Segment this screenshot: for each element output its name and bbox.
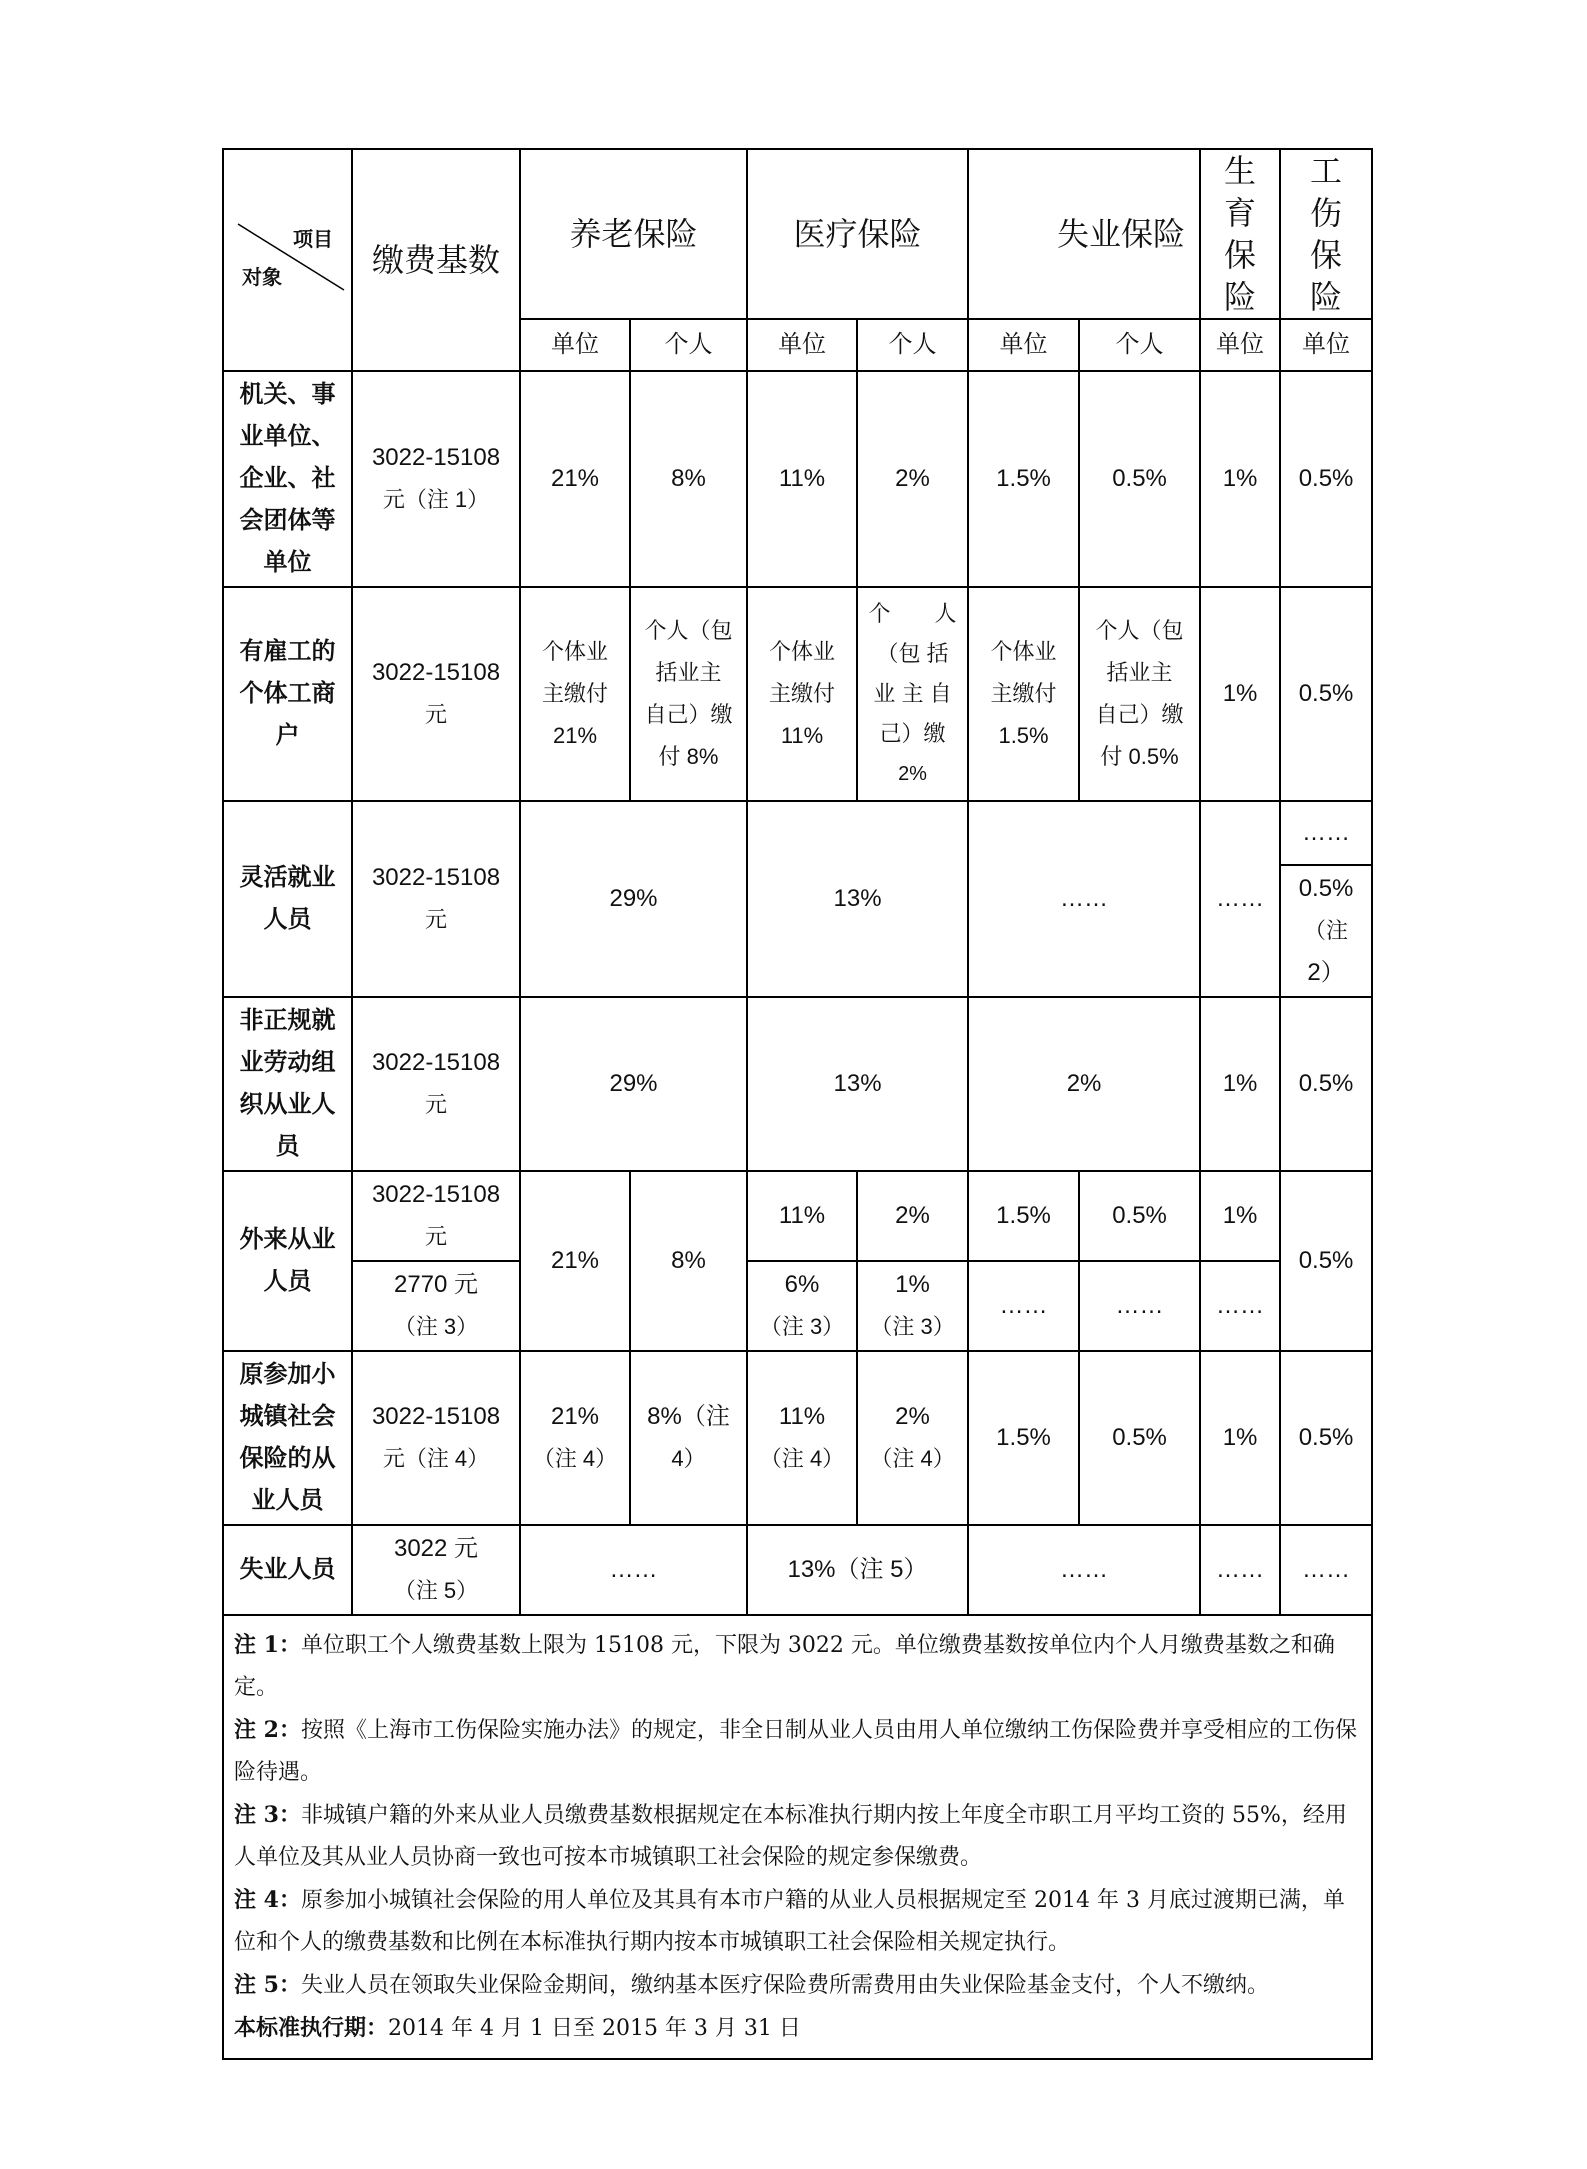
cell: 21% （注 4） <box>520 1351 630 1525</box>
base-cell: 3022-15108 元 <box>352 587 520 801</box>
cell: …… <box>1200 1261 1280 1351</box>
cell: 0.5% <box>1079 1351 1200 1525</box>
notes-row <box>223 1615 1372 2059</box>
cell: 2% （注 4） <box>857 1351 968 1525</box>
table-row <box>223 801 1372 865</box>
maternity-header: 生 育 保 险 <box>1200 149 1280 319</box>
notes-cell <box>223 1615 1372 2059</box>
execution-period: 本标准执行期：2014 年 4 月 1 日至 2015 年 3 月 31 日 <box>234 2015 801 2041</box>
cell: 0.5% <box>1280 587 1372 801</box>
cell: 6% （注 3） <box>747 1261 857 1351</box>
row-label: 原参加小 城镇社会 保险的从 业人员 <box>223 1351 352 1525</box>
base-cell: 3022-15108 元 <box>352 801 520 997</box>
row-label: 失业人员 <box>223 1525 352 1615</box>
cell: 21% <box>520 371 630 587</box>
medical-person-header: 个人 <box>857 319 968 371</box>
cell: 个体业 主缴付 21% <box>520 587 630 801</box>
corner-object-label: 对象 <box>242 267 282 289</box>
cell: …… <box>520 1525 747 1615</box>
cell: 21% <box>520 1171 630 1351</box>
cell: 0.5% <box>1280 997 1372 1171</box>
cell: 个人（包 括业主 自己）缴 付 8% <box>630 587 747 801</box>
cell: 个 人 （包 括 业 主 自 己）缴 2% <box>857 587 968 801</box>
note-4: 注 4：原参加小城镇社会保险的用人单位及其具有本市户籍的从业人员根据规定至 2014 年 3 月底过渡期已满，单位和个人的缴费基数和比例在本标准执行期内按本市城镇职工社会保险相关规定执行。 <box>234 1887 1345 1955</box>
medical-header: 医疗保险 <box>747 149 968 319</box>
table-row <box>223 587 1372 801</box>
cell: …… <box>968 1525 1200 1615</box>
base-cell: 3022-15108 元 <box>352 1171 520 1261</box>
unemployment-header: 失业保险 <box>968 149 1200 319</box>
base-cell: 3022-15108 元 <box>352 997 520 1171</box>
document <box>222 148 1373 2041</box>
cell: 1% <box>1200 371 1280 587</box>
cell: 0.5% <box>1079 371 1200 587</box>
cell: 0.5% <box>1280 1171 1372 1351</box>
cell: …… <box>1280 1525 1372 1615</box>
cell: 1.5% <box>968 1171 1079 1261</box>
row-label: 有雇工的 个体工商 户 <box>223 587 352 801</box>
cell: 11% <box>747 1171 857 1261</box>
table-row <box>223 997 1372 1171</box>
cell: …… <box>1079 1261 1200 1351</box>
unemployment-unit-header: 单位 <box>968 319 1079 371</box>
table-row <box>223 371 1372 587</box>
cell: 8% <box>630 371 747 587</box>
cell: 11% <box>747 371 857 587</box>
base-cell: 3022 元 （注 5） <box>352 1525 520 1615</box>
medical-unit-header: 单位 <box>747 319 857 371</box>
cell: 29% <box>520 801 747 997</box>
cell: 8%（注 4） <box>630 1351 747 1525</box>
cell: 11% （注 4） <box>747 1351 857 1525</box>
cell: 1% <box>1200 1351 1280 1525</box>
cell: 13% <box>747 801 968 997</box>
cell: 2% <box>857 1171 968 1261</box>
base-cell: 3022-15108 元（注 4） <box>352 1351 520 1525</box>
table-row <box>223 1525 1372 1615</box>
cell: 个体业 主缴付 11% <box>747 587 857 801</box>
cell: 1.5% <box>968 1351 1079 1525</box>
cell: 8% <box>630 1171 747 1351</box>
injury-unit-header: 单位 <box>1280 319 1372 371</box>
base-cell: 3022-15108 元（注 1） <box>352 371 520 587</box>
row-label: 外来从业 人员 <box>223 1171 352 1351</box>
maternity-unit-header: 单位 <box>1200 319 1280 371</box>
diagonal-line <box>224 150 353 372</box>
cell: 0.5% （注 2） <box>1280 865 1372 997</box>
cell: 个人（包 括业主 自己）缴 付 0.5% <box>1079 587 1200 801</box>
cell: …… <box>968 801 1200 997</box>
cell: 1% <box>1200 1171 1280 1261</box>
cell: …… <box>1200 801 1280 997</box>
cell: 1.5% <box>968 371 1079 587</box>
note-1: 注 1：单位职工个人缴费基数上限为 15108 元，下限为 3022 元。单位缴费基数按单位内个人月缴费基数之和确定。 <box>234 1632 1335 1700</box>
cell: 2% <box>857 371 968 587</box>
cell: 29% <box>520 997 747 1171</box>
cell: 个体业 主缴付 1.5% <box>968 587 1079 801</box>
cell: …… <box>1280 801 1372 865</box>
cell: …… <box>1200 1525 1280 1615</box>
cell: 0.5% <box>1280 371 1372 587</box>
cell: 0.5% <box>1280 1351 1372 1525</box>
note-5: 注 5：失业人员在领取失业保险金期间，缴纳基本医疗保险费所需费用由失业保险基金支付，个人不缴纳。 <box>234 1972 1269 1998</box>
injury-header: 工 伤 保 险 <box>1280 149 1372 319</box>
cell: 1% <box>1200 587 1280 801</box>
corner-header <box>223 149 352 371</box>
cell: 2% <box>968 997 1200 1171</box>
cell: 1% <box>1200 997 1280 1171</box>
pension-header: 养老保险 <box>520 149 747 319</box>
unemployment-person-header: 个人 <box>1079 319 1200 371</box>
note-3: 注 3：非城镇户籍的外来从业人员缴费基数根据规定在本标准执行期内按上年度全市职工月平均工资的 55%，经用人单位及其从业人员协商一致也可按本市城镇职工社会保险的规定参保缴费。 <box>234 1802 1347 1870</box>
table-row <box>223 1171 1372 1261</box>
pension-person-header: 个人 <box>630 319 747 371</box>
cell: 13%（注 5） <box>747 1525 968 1615</box>
note-2: 注 2：按照《上海市工伤保险实施办法》的规定，非全日制从业人员由用人单位缴纳工伤保险费并享受相应的工伤保险待遇。 <box>234 1717 1357 1785</box>
table-row <box>223 1261 1372 1351</box>
cell: …… <box>968 1261 1079 1351</box>
table-row <box>223 1351 1372 1525</box>
row-label: 非正规就 业劳动组 织从业人 员 <box>223 997 352 1171</box>
cell: 0.5% <box>1079 1171 1200 1261</box>
base-header: 缴费基数 <box>352 149 520 371</box>
cell: 13% <box>747 997 968 1171</box>
row-label: 机关、事 业单位、 企业、社 会团体等 单位 <box>223 371 352 587</box>
cell: 1% （注 3） <box>857 1261 968 1351</box>
corner-item-label: 项目 <box>293 229 333 251</box>
social-insurance-table <box>222 148 1373 2060</box>
pension-unit-header: 单位 <box>520 319 630 371</box>
base-cell: 2770 元 （注 3） <box>352 1261 520 1351</box>
row-label: 灵活就业 人员 <box>223 801 352 997</box>
